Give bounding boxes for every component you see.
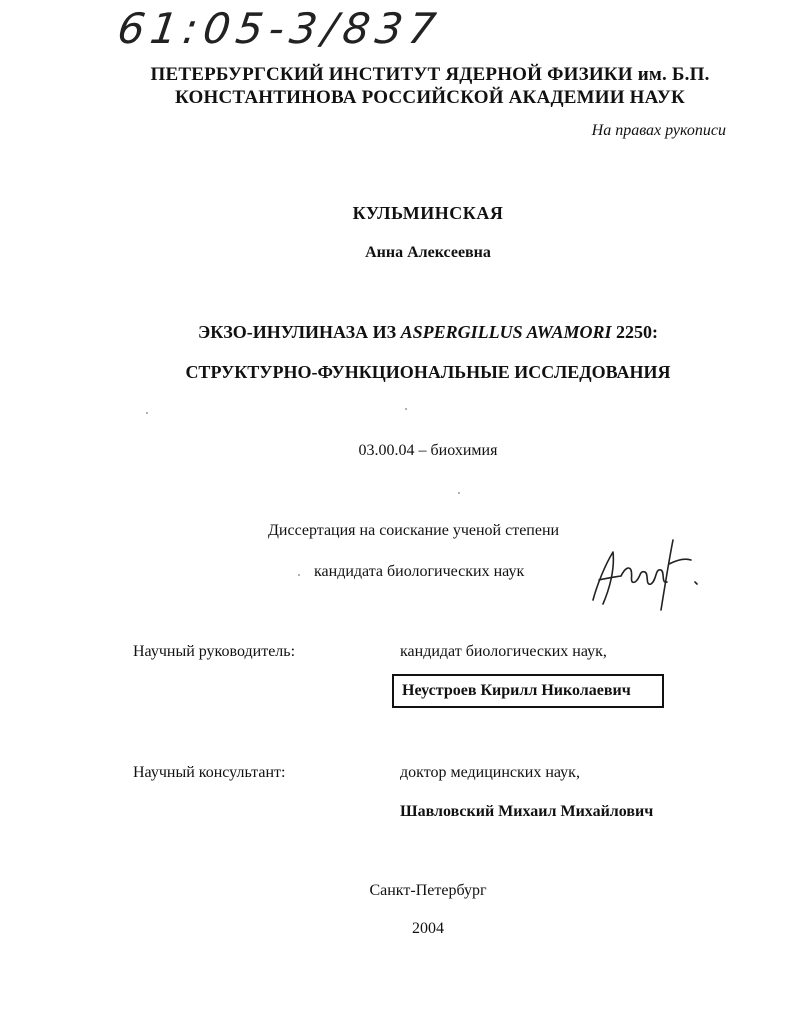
scan-speck (405, 408, 407, 410)
author-given-names: Анна Алексеевна (365, 244, 491, 261)
institute-name (60, 63, 796, 109)
scan-speck (458, 492, 460, 494)
scan-speck (146, 412, 148, 414)
consultant-name: Шавловский Михаил Михайлович (400, 803, 654, 820)
supervisor-degree: кандидат биологических наук, (400, 643, 607, 660)
title-prefix: ЭКЗО-ИНУЛИНАЗА ИЗ (198, 322, 401, 342)
consultant-label: Научный консультант: (133, 764, 286, 781)
specialty-code: 03.00.04 – биохимия (358, 442, 498, 459)
supervisor-label: Научный руководитель: (133, 643, 296, 660)
institute-line-1: ПЕТЕРБУРГСКИЙ ИНСТИТУТ ЯДЕРНОЙ ФИЗИКИ им. Б.П. (150, 64, 710, 85)
city: Санкт-Петербург (369, 882, 487, 899)
institute-line-2: КОНСТАНТИНОВА РОССИЙСКОЙ АКАДЕМИИ НАУК (175, 87, 685, 108)
supervisor-name-box: Неустроев Кирилл Николаевич (392, 674, 664, 708)
degree-line-1: Диссертация на соискание ученой степени (268, 522, 560, 539)
year: 2004 (412, 920, 444, 937)
scan-speck (298, 574, 300, 576)
author-surname: КУЛЬМИНСКАЯ (352, 203, 504, 223)
degree-line-2: кандидата биологических наук (314, 563, 525, 580)
consultant-degree: доктор медицинских наук, (400, 764, 580, 781)
rights-note: На правах рукописи (591, 122, 726, 139)
author-signature (585, 530, 705, 615)
dissertation-title-line-1 (30, 322, 796, 343)
title-species: ASPERGILLUS AWAMORI (400, 322, 612, 342)
dissertation-title-line-2: СТРУКТУРНО-ФУНКЦИОНАЛЬНЫЕ ИССЛЕДОВАНИЯ (185, 362, 671, 382)
archive-number: 61:05-3/837 (114, 4, 445, 53)
title-suffix: 2250: (611, 322, 658, 342)
